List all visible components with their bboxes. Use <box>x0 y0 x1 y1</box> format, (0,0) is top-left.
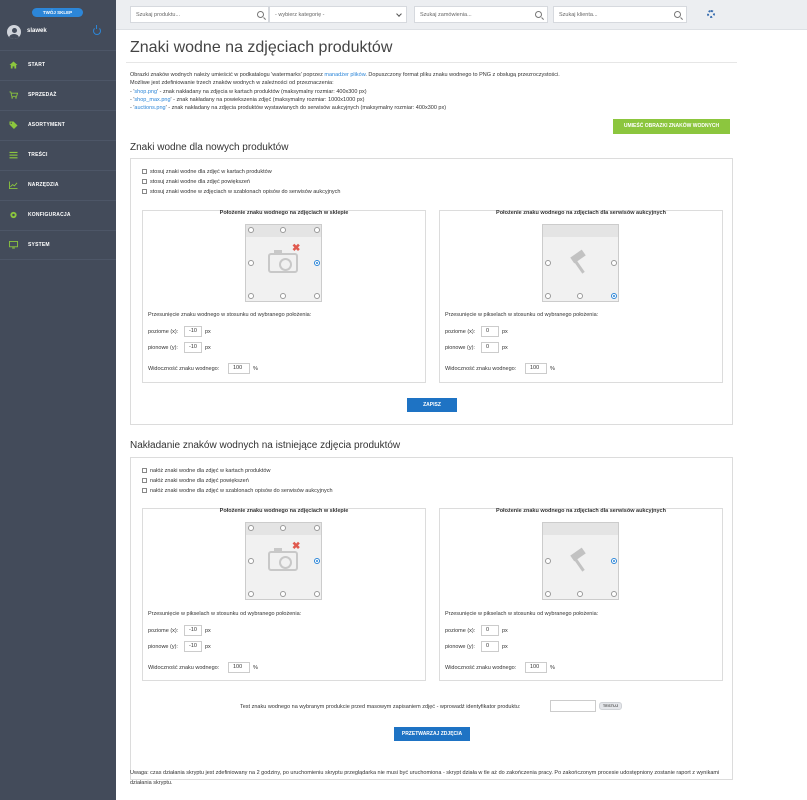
username: slawek <box>27 28 47 34</box>
checkbox-row[interactable]: nałóż znaki wodne dla zdjęć powiększeń <box>142 478 249 484</box>
position-radio[interactable] <box>314 293 320 299</box>
monitor-icon <box>9 241 18 249</box>
sidebar-item-narzedzia[interactable] <box>0 170 116 200</box>
position-radio[interactable] <box>545 293 551 299</box>
intro-text: Obrazki znaków wodnych należy umieścić w podkatalogu 'watermarks' poprzez manadżer plików. Dopuszczony format pliku znaku wodnego to PNG z obsługą przezroczystości. Możliwe jest zdefiniowanie trzech znaków wodnych w zależności od przeznaczenia: - 'shop.png' - znak nakładany na zdjęcia w kartach produktów (maksymalny rozmiar: 400x300 px) - 'shop_max.png' - znak nakładany na powiekszenia zdjęć (maksymalny rozmiar: 1000x1000 px) - 'auctions.png' - znak nakładany na zdjęcia produktów wystawianych do serwisów aukcyjnych (maksymalny rozmiar: 400x300 px) <box>130 72 560 112</box>
divider <box>126 62 737 63</box>
position-radio[interactable] <box>280 293 286 299</box>
position-radio[interactable] <box>314 558 320 564</box>
section-title-existing-photos: Nakładanie znaków wodnych na istniejące zdjęcia produktów <box>130 440 401 451</box>
product-id-input[interactable] <box>550 700 596 712</box>
checkbox[interactable] <box>142 468 147 473</box>
y-offset-input[interactable]: -10 <box>184 342 202 353</box>
auction-position-panel: Położenie znaku wodnego na zdjęciach dla serwisów aukcyjnych Przesunięcie w pikselach w stosunku od wybranego położenia: poziome (x): 0 px pionowe (y): 0 px Widoczność znaku wodnego: 100 % <box>439 210 723 383</box>
checkbox-row[interactable]: stosuj znaki wodne dla zdjęć powiększeń <box>142 179 250 185</box>
gavel-icon <box>567 253 591 273</box>
position-radio[interactable] <box>545 558 551 564</box>
sidebar-item-label: SPRZEDAŻ <box>28 92 57 98</box>
position-radio[interactable] <box>314 260 320 266</box>
search-icon[interactable] <box>257 11 264 18</box>
checkbox-row[interactable]: nałóż znaki wodne dla zdjęć w kartach produktów <box>142 468 270 474</box>
shop-max-png-link[interactable]: shop_max.png <box>134 96 171 103</box>
y-label: pionowe (y): <box>148 644 178 650</box>
position-picker <box>245 224 322 302</box>
position-picker <box>245 522 322 600</box>
x-offset-input[interactable]: 0 <box>481 326 499 337</box>
camera-icon <box>268 253 298 273</box>
y-label: pionowe (y): <box>445 644 475 650</box>
visibility-label: Widoczność znaku wodnego: <box>445 366 517 372</box>
position-radio[interactable] <box>280 227 286 233</box>
checkbox-row[interactable]: stosuj znaki wodne w zdjęciach w szablonach opisów do serwisów aukcyjnych <box>142 189 340 195</box>
user-row <box>0 22 116 44</box>
category-select[interactable]: - wybierz kategorię - <box>269 6 407 23</box>
camera-icon <box>268 551 298 571</box>
client-search-input[interactable]: Szukaj klienta... <box>553 6 687 23</box>
cart-icon <box>9 91 18 99</box>
shop-png-link[interactable]: shop.png <box>134 88 158 95</box>
main-content <box>116 30 807 800</box>
offset-label: Przesunięcie w pikselach w stosunku od wybranego położenia: <box>148 611 302 617</box>
checkbox[interactable] <box>142 169 147 174</box>
existing-photos-box <box>130 457 733 780</box>
settings-gear-icon[interactable] <box>707 10 715 18</box>
position-radio[interactable] <box>611 260 617 266</box>
avatar[interactable] <box>7 25 21 39</box>
checkbox[interactable] <box>142 478 147 483</box>
sidebar-item-sprzedaz[interactable] <box>0 80 116 110</box>
gavel-icon <box>567 551 591 571</box>
position-picker <box>542 522 619 600</box>
gear-icon <box>9 211 18 219</box>
save-button[interactable]: ZAPISZ <box>407 398 457 412</box>
sidebar-item-start[interactable] <box>0 50 116 80</box>
position-radio[interactable] <box>314 525 320 531</box>
auction-position-panel: Położenie znaku wodnego na zdjęciach dla serwisów aukcyjnych Przesunięcie w pikselach w stosunku od wybranego położenia: poziome (x): 0 px pionowe (y): 0 px Widoczność znaku wodnego: 100 % <box>439 508 723 681</box>
position-radio[interactable] <box>248 293 254 299</box>
x-label: poziome (x): <box>148 329 179 335</box>
sidebar-item-konfiguracja[interactable] <box>0 200 116 230</box>
shop-position-panel: Położenie znaku wodnego na zdjęciach w sklepie ✖ Przesunięcie w pikselach w stosunku od wybranego położenia: poziome (x): -10 px pionowe (y): -10 px Widoczność znaku wodnego: 100 % <box>142 508 426 681</box>
list-icon <box>9 151 18 159</box>
chevron-down-icon <box>396 11 402 17</box>
y-label: pionowe (y): <box>148 345 178 351</box>
sidebar-item-system[interactable] <box>0 230 116 260</box>
test-button[interactable]: TESTUJ <box>599 702 622 710</box>
search-icon[interactable] <box>674 11 681 18</box>
visibility-label: Widoczność znaku wodnego: <box>148 665 220 671</box>
panel-title: Położenie znaku wodnego na zdjęciach w sklepie <box>219 508 349 514</box>
y-offset-input[interactable]: 0 <box>481 342 499 353</box>
visibility-label: Widoczność znaku wodnego: <box>445 665 517 671</box>
close-icon: ✖ <box>292 243 301 254</box>
sidebar <box>0 0 116 800</box>
sidebar-item-label: ASORTYMENT <box>28 122 65 128</box>
position-radio[interactable] <box>611 558 617 564</box>
your-shop-button[interactable]: TWÓJ SKLEP <box>32 8 83 17</box>
visibility-input[interactable]: 100 <box>228 363 250 374</box>
sidebar-item-label: KONFIGURACJA <box>28 212 71 218</box>
section-title-new-products: Znaki wodne dla nowych produktów <box>130 142 289 153</box>
y-offset-input[interactable]: -10 <box>184 641 202 652</box>
offset-label: Przesunięcie w pikselach w stosunku od wybranego położenia: <box>445 312 599 318</box>
checkbox[interactable] <box>142 189 147 194</box>
x-label: poziome (x): <box>445 628 476 634</box>
x-offset-input[interactable]: -10 <box>184 326 202 337</box>
visibility-input[interactable]: 100 <box>228 662 250 673</box>
test-label: Test znaku wodnego na wybranym produkcie przed masowym zapisaniem zdjęć - wprowadź identyfikator produktu: <box>240 704 521 710</box>
position-radio[interactable] <box>577 591 583 597</box>
footnote: Uwaga: czas działania skryptu jest zdefiniowany na 2 godziny, po uruchomieniu skryptu przeglądarka nie musi być uruchomiona - skrypt działa w tle aż do zakończenia pracy. Po zakończonym procesie udostępniony zostanie raport z wynikami działania skryptu. <box>130 770 720 786</box>
position-radio[interactable] <box>280 591 286 597</box>
process-photos-button[interactable]: PRZETWARZAJ ZDJĘCIA <box>394 727 470 741</box>
file-manager-link[interactable]: manadżer plików <box>324 72 366 78</box>
position-radio[interactable] <box>577 293 583 299</box>
sidebar-item-label: SYSTEM <box>28 242 50 248</box>
sidebar-item-asortyment[interactable] <box>0 110 116 140</box>
position-radio[interactable] <box>545 260 551 266</box>
panel-title: Położenie znaku wodnego na zdjęciach w sklepie <box>219 210 349 216</box>
position-radio[interactable] <box>314 591 320 597</box>
position-radio[interactable] <box>248 227 254 233</box>
sidebar-item-label: TREŚCI <box>28 152 48 158</box>
home-icon <box>9 61 18 69</box>
tag-icon <box>9 121 18 129</box>
visibility-input[interactable]: 100 <box>525 662 547 673</box>
sidebar-item-tresci[interactable] <box>0 140 116 170</box>
visibility-input[interactable]: 100 <box>525 363 547 374</box>
x-offset-input[interactable]: -10 <box>184 625 202 636</box>
visibility-label: Widoczność znaku wodnego: <box>148 366 220 372</box>
auctions-png-link[interactable]: auctions.png <box>134 105 166 112</box>
panel-title: Położenie znaku wodnego na zdjęciach dla serwisów aukcyjnych <box>496 508 666 514</box>
close-icon: ✖ <box>292 541 301 552</box>
sidebar-item-label: START <box>28 62 46 68</box>
logout-icon[interactable] <box>93 27 101 35</box>
checkbox-row[interactable]: stosuj znaki wodne dla zdjęć w kartach produktów <box>142 169 272 175</box>
product-search-input[interactable]: Szukaj produktu... <box>130 6 269 23</box>
topbar <box>116 0 807 30</box>
upload-watermarks-button[interactable]: UMIEŚĆ OBRAZKI ZNAKÓW WODNYCH <box>613 119 730 134</box>
new-products-box <box>130 158 733 425</box>
offset-label: Przesunięcie w pikselach w stosunku od wybranego położenia: <box>445 611 599 617</box>
checkbox[interactable] <box>142 179 147 184</box>
position-picker <box>542 224 619 302</box>
sidebar-item-label: NARZĘDZIA <box>28 182 59 188</box>
page-title: Znaki wodne na zdjęciach produktów <box>130 39 393 56</box>
shop-position-panel: Położenie znaku wodnego na zdjęciach w sklepie ✖ Przesunięcie znaku wodnego w stosunku od wybranego położenia: poziome (x): -10 px pionowe (y): -10 px Widoczność znaku wodnego: 100 % <box>142 210 426 383</box>
checkbox[interactable] <box>142 488 147 493</box>
checkbox-row[interactable]: nałóż znaki wodne dla zdjęć w szablonach opisów do serwisów aukcyjnych <box>142 488 333 494</box>
position-radio[interactable] <box>545 591 551 597</box>
order-search-input[interactable]: Szukaj zamówienia... <box>414 6 548 23</box>
x-offset-input[interactable]: 0 <box>481 625 499 636</box>
position-radio[interactable] <box>248 558 254 564</box>
position-radio[interactable] <box>611 591 617 597</box>
panel-title: Położenie znaku wodnego na zdjęciach dla serwisów aukcyjnych <box>496 210 666 216</box>
chart-icon <box>9 181 18 189</box>
y-label: pionowe (y): <box>445 345 475 351</box>
position-radio[interactable] <box>611 293 617 299</box>
search-icon[interactable] <box>535 11 542 18</box>
position-radio[interactable] <box>248 591 254 597</box>
position-radio[interactable] <box>248 260 254 266</box>
offset-label: Przesunięcie znaku wodnego w stosunku od wybranego położenia: <box>148 312 312 318</box>
position-radio[interactable] <box>314 227 320 233</box>
x-label: poziome (x): <box>445 329 476 335</box>
y-offset-input[interactable]: 0 <box>481 641 499 652</box>
x-label: poziome (x): <box>148 628 179 634</box>
position-radio[interactable] <box>280 525 286 531</box>
position-radio[interactable] <box>248 525 254 531</box>
